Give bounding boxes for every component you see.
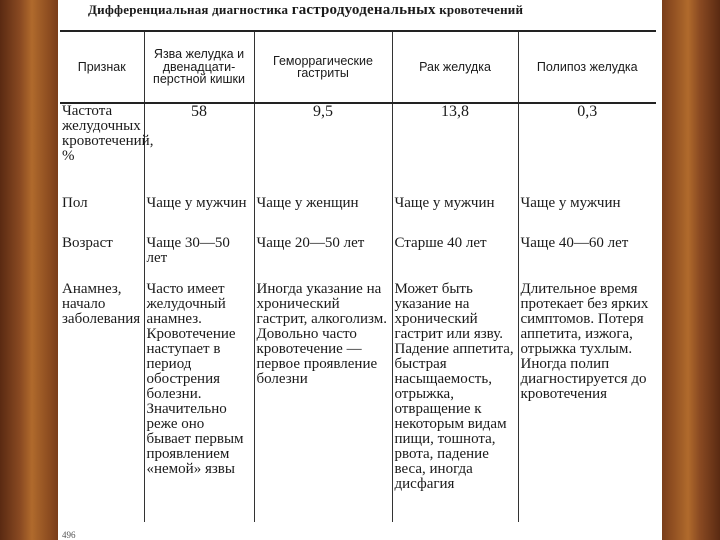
table-row [60, 103, 656, 196]
row-label: Пол [60, 196, 144, 236]
table-cell: 0,3 [577, 103, 598, 120]
table-cell: Чаще у мужчин [520, 195, 621, 211]
header-polyposis: Полипоз желудка [518, 31, 656, 103]
table-cell: Чаще 40—60 лет [520, 235, 629, 251]
title-part-1: Дифференциальная диагностика [88, 2, 289, 17]
table-cell: Длительное время протекает без ярких симптомов. Потеря аппетита, изжога, отрыжка тухлым. Иногда полип диагностируется до кровотечения [520, 281, 649, 402]
table-cell: Чаще у мужчин [144, 196, 254, 236]
table-cell: Старше 40 лет [392, 236, 518, 282]
table-row [60, 282, 656, 522]
table-header-row [60, 31, 656, 103]
left-background-border [0, 0, 58, 540]
table-row [60, 196, 656, 236]
table-cell: Чаще 30—50 лет [144, 236, 254, 282]
scanned-page [58, 0, 662, 540]
header-cancer: Рак желудка [392, 31, 518, 103]
table-row [60, 236, 656, 282]
page-title [88, 2, 648, 19]
row-label: Частота желудочных кровотечений, % [60, 103, 144, 196]
right-background-border [662, 0, 720, 540]
table-cell: Чаще у мужчин [392, 196, 518, 236]
table-cell: 58 [144, 103, 254, 196]
table-cell: Часто имеет желудочный анамнез. Кровотечение наступает в период обострения болезни. Значительно реже оно бывает первым проявлением «немой» язвы [144, 282, 254, 522]
header-gastritis: Геморрагические гастриты [254, 31, 392, 103]
table-cell: Иногда указание на хронический гастрит, алкоголизм. Довольно часто кровотечение — первое проявление болезни [254, 282, 392, 522]
table-cell: Чаще 20—50 лет [254, 236, 392, 282]
row-label: Возраст [60, 236, 144, 282]
diagnosis-table [60, 30, 656, 522]
header-sign: Признак [60, 31, 144, 103]
header-ulcer: Язва желудка и двенадцати-перстной кишки [144, 31, 254, 103]
table-cell: 9,5 [254, 103, 392, 196]
table-cell: Может быть указание на хронический гастрит или язву. Падение аппетита, быстрая насыщаемость, отрыжка, отвращение к некоторым видам пищи, тошнота, рвота, падение веса, иногда дисфагия [392, 282, 518, 522]
title-part-2: гастродуоденальных [291, 2, 436, 18]
table-cell: 13,8 [392, 103, 518, 196]
row-label: Анамнез, начало заболевания [60, 282, 144, 522]
page-number: 496 [62, 530, 76, 540]
title-part-3: кровотечений [439, 2, 524, 17]
table-cell: Чаще у женщин [254, 196, 392, 236]
